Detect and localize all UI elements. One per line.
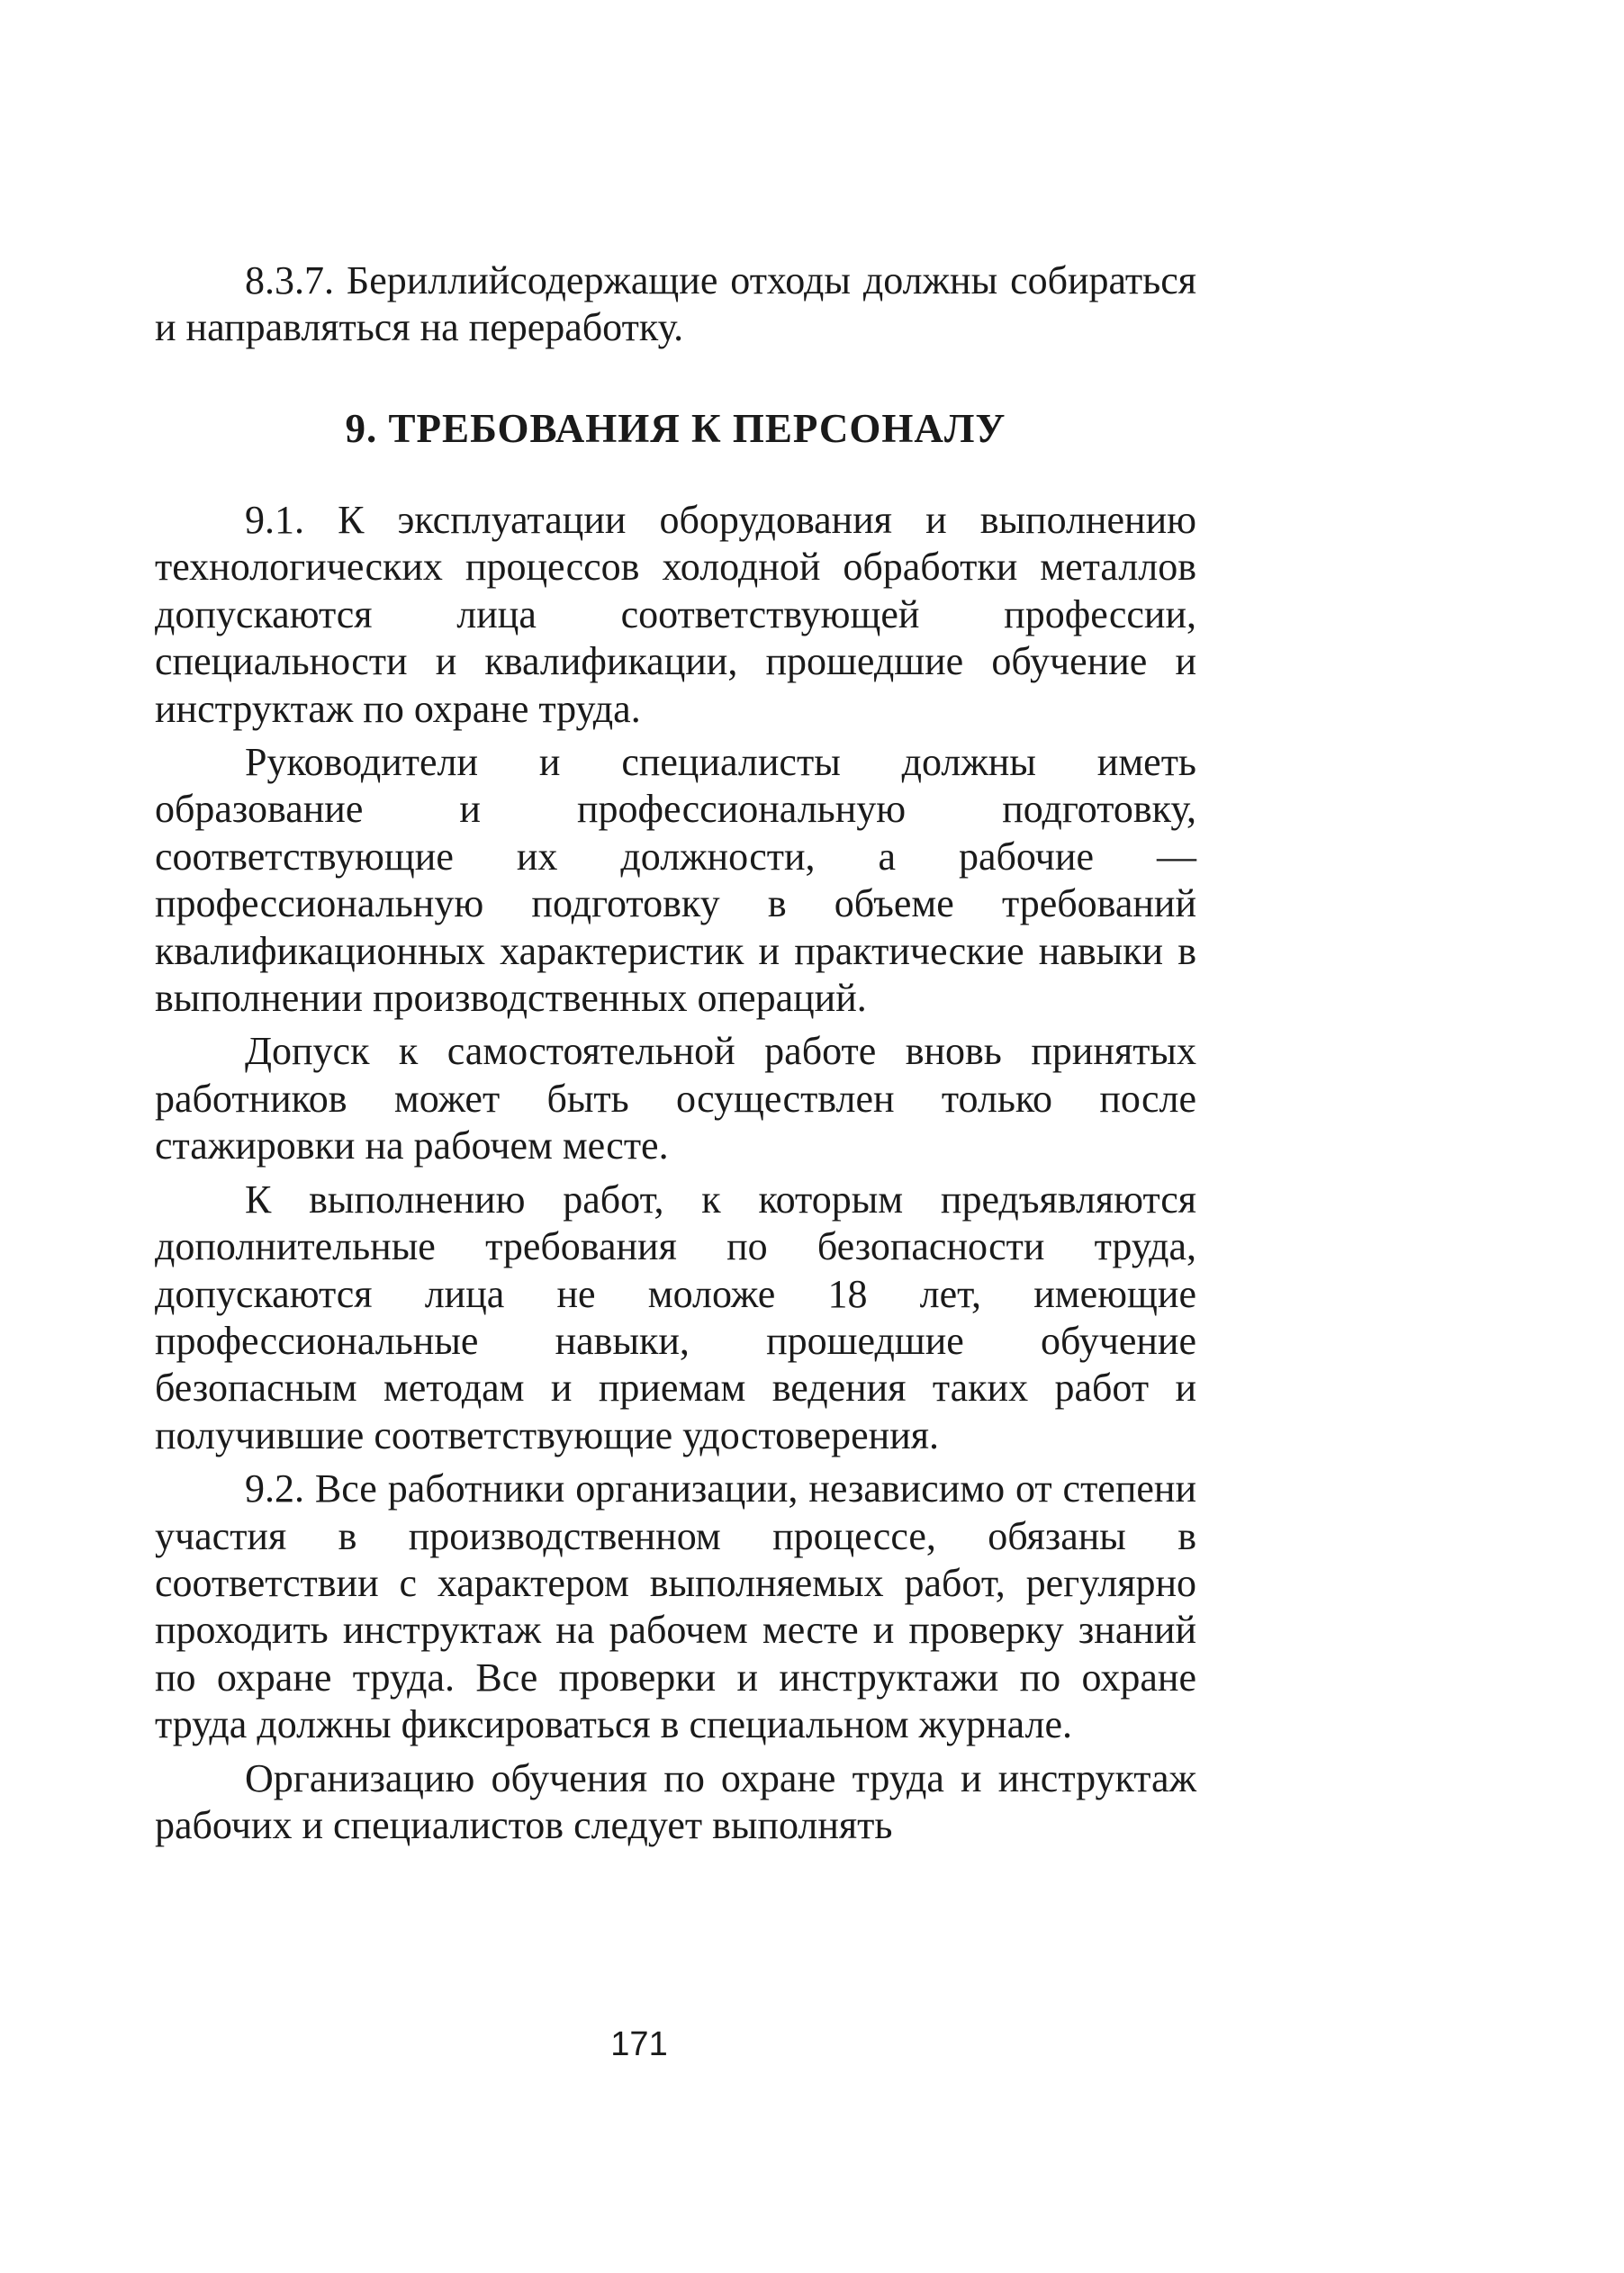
paragraph-additional-requirements: К выполнению работ, к которым предъявляются дополнительные требования по безопасности труда, допускаются лица не моложе 18 лет, имеющие профессиональные навыки, прошедшие обучение безопасным методам и приемам ведения таких работ и получившие соответствующие удостоверения. — [155, 1177, 1196, 1457]
paragraph-training-organization: Организацию обучения по охране труда и инструктаж рабочих и специалистов следует выполнять — [155, 1755, 1196, 1847]
paragraph-8-3-7: 8.3.7. Бериллийсодержащие отходы должны собираться и направляться на переработку. — [155, 258, 1196, 350]
paragraph-admission: Допуск к самостоятельной работе вновь принятых работников может быть осуществлен только после стажировки на рабочем месте. — [155, 1029, 1196, 1168]
paragraph-8-3-7-block — [155, 257, 1196, 352]
section-9-body — [155, 497, 1196, 1849]
paragraph-managers: Руководители и специалисты должны иметь образование и профессиональную подготовку, соответствующие их должности, а рабочие — профессиональную подготовку в объеме требований квалификационных характеристик и практические навыки в выполнении производственных операций. — [155, 740, 1196, 1021]
paragraph-9-2: 9.2. Все работники организации, независимо от степени участия в производственном процессе, обязаны в соответствии с характером выполняемых работ, регулярно проходить инструктаж на рабочем месте и проверку знаний по охране труда. Все проверки и инструктажи по охране труда должны фиксироваться в специальном журнале. — [155, 1466, 1196, 1747]
page-number: 171 — [610, 2025, 668, 2063]
paragraph-9-1: 9.1. К эксплуатации оборудования и выполнению технологических процессов холодной обработки металлов допускаются лица соответствующей профессии, специальности и квалификации, прошедшие обучение и инструктаж по охране труда. — [155, 498, 1196, 731]
section-heading: 9. ТРЕБОВАНИЯ К ПЕРСОНАЛУ — [345, 406, 1006, 451]
